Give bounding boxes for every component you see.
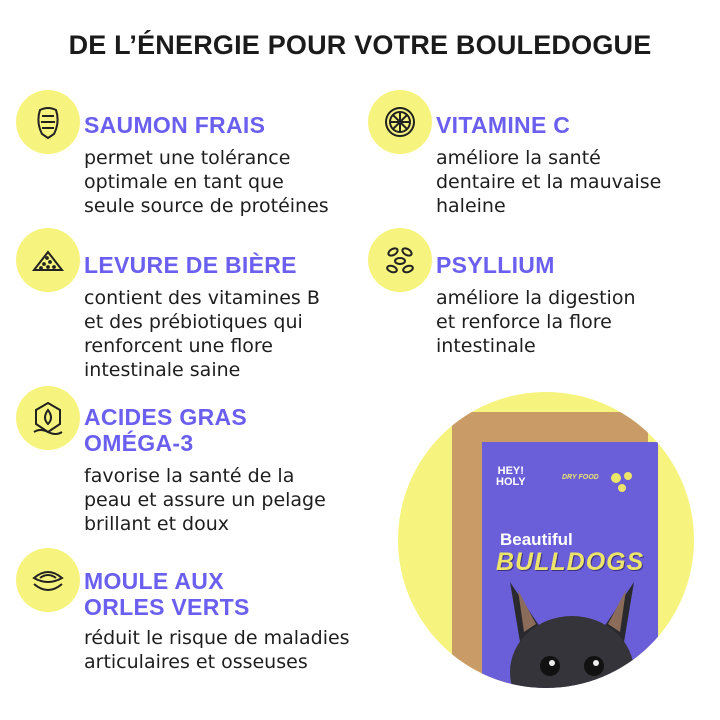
brand-logo: HEY! HOLY: [496, 465, 526, 488]
item-title-omega3: ACIDES GRAS OMÉGA-3: [84, 404, 248, 456]
item-desc-moule: réduit le risque de maladies articulaires et osseuses: [84, 627, 350, 673]
item-desc-psyllium: améliore la digestion et renforce la flore intestinale: [436, 287, 636, 357]
item-title-psyllium: PSYLLIUM: [436, 252, 555, 278]
product-name-line1: Beautiful: [500, 530, 573, 549]
product-image: [398, 392, 694, 688]
item-desc-levure: contient des vitamines B et des prébiotiques qui renforcent une flore intestinale saine: [84, 287, 320, 381]
item-title-moule: MOULE AUX ORLES VERTS: [84, 568, 250, 620]
page-headline: DE L’ÉNERGIE POUR VOTRE BOULEDOGUE: [68, 30, 652, 60]
item-desc-omega3: favorise la santé de la peau et assure un pelage brillant et doux: [84, 465, 326, 535]
bag-emblem-icon: [606, 468, 646, 498]
food-bag: [452, 412, 648, 688]
lemon-slice-icon: [368, 90, 432, 154]
seeds-icon: [368, 228, 432, 292]
product-name-line2: BULLDOGS: [496, 548, 645, 576]
mussel-icon: [16, 548, 80, 612]
item-title-vitamine-c: VITAMINE C: [436, 112, 571, 138]
bag-label: [482, 442, 658, 688]
item-title-saumon: SAUMON FRAIS: [84, 112, 266, 138]
item-title-levure: LEVURE DE BIÈRE: [84, 252, 297, 278]
item-desc-vitamine-c: améliore la santé dentaire et la mauvaise haleine: [436, 147, 662, 217]
salmon-icon: [16, 90, 80, 154]
powder-pile-icon: [16, 228, 80, 292]
bulldog-illustration: [490, 572, 654, 688]
item-desc-saumon: permet une tolérance optimale en tant que seule source de protéines: [84, 147, 329, 217]
dry-food-label: DRY FOOD: [562, 474, 599, 481]
omega3-drop-icon: [16, 386, 80, 450]
